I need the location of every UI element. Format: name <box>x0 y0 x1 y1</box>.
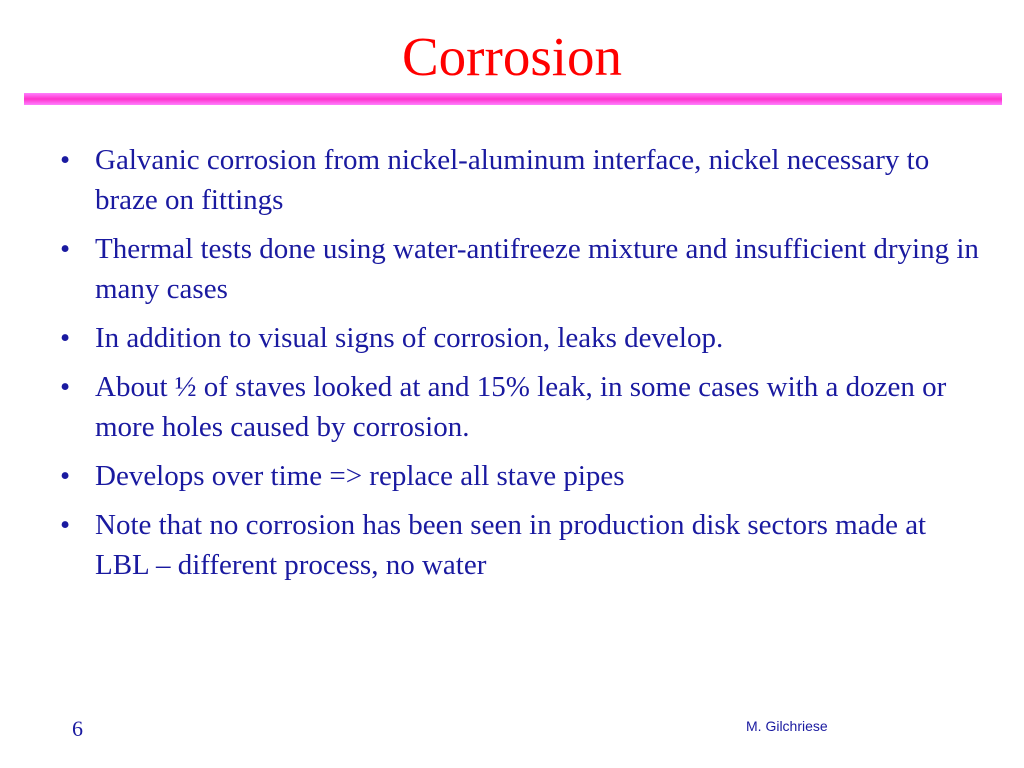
bullet-item <box>60 229 980 309</box>
bullet-item <box>60 318 980 358</box>
bullet-text: Thermal tests done using water-antifreeze mixture and insufficient drying in many cases <box>95 233 979 305</box>
bullet-text: Develops over time => replace all stave pipes <box>95 460 625 492</box>
bullet-list <box>60 140 980 594</box>
bullet-item <box>60 140 980 220</box>
bullet-text: Galvanic corrosion from nickel-aluminum interface, nickel necessary to braze on fittings <box>95 144 930 216</box>
slide-title: Corrosion <box>402 26 622 87</box>
bullet-item <box>60 505 980 585</box>
title-divider <box>24 93 1002 105</box>
bullet-icon: • <box>60 144 71 176</box>
bullet-text: Note that no corrosion has been seen in production disk sectors made at LBL – different process, no water <box>95 509 927 581</box>
bullet-text: About ½ of staves looked at and 15% leak, in some cases with a dozen or more holes caused by corrosion. <box>95 371 947 443</box>
bullet-icon: • <box>60 509 71 541</box>
bullet-icon: • <box>60 233 71 265</box>
bullet-icon: • <box>60 460 71 492</box>
bullet-item <box>60 456 980 496</box>
author-footer: M. Gilchriese <box>746 718 828 734</box>
page-number: 6 <box>72 716 83 741</box>
bullet-icon: • <box>60 371 71 403</box>
bullet-text: In addition to visual signs of corrosion, leaks develop. <box>95 322 724 354</box>
bullet-icon: • <box>60 322 71 354</box>
bullet-item <box>60 367 980 447</box>
